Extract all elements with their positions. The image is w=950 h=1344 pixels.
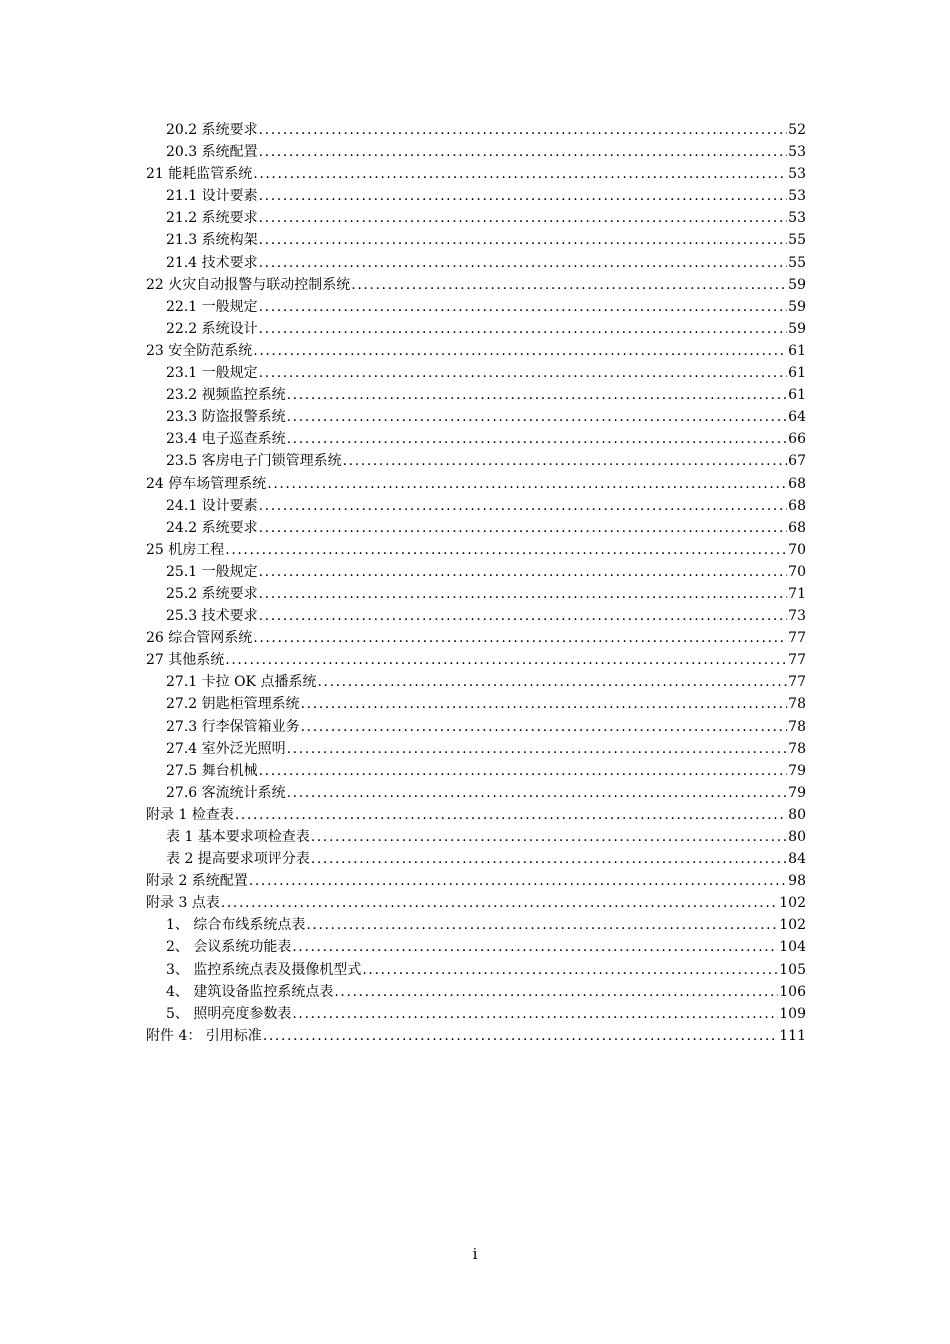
toc-entry-page: 59 [788, 320, 806, 337]
toc-entry-title: 附件 4： 引用标准 [146, 1027, 262, 1044]
toc-entry-chapter[interactable] [146, 473, 806, 495]
toc-dot-leader [235, 804, 787, 826]
toc-entry-page: 80 [788, 829, 806, 845]
toc-entry-title: 20.2 系统要求 [166, 122, 258, 138]
toc-entry-title: 27.6 客流统计系统 [166, 784, 286, 801]
toc-dot-leader [259, 561, 788, 583]
toc-entry-title: 25.2 系统要求 [166, 585, 258, 602]
toc-entry-section[interactable] [146, 583, 806, 605]
toc-entry-page: 80 [788, 806, 806, 823]
toc-dot-leader [259, 296, 788, 318]
toc-entry-title: 3、 监控系统点表及摄像机型式 [166, 961, 362, 978]
toc-dot-leader [292, 1003, 778, 1025]
toc-entry-title: 表 2 提高要求项评分表 [166, 851, 310, 868]
toc-dot-leader [259, 252, 788, 274]
toc-entry-chapter[interactable] [146, 340, 806, 362]
toc-entry-title: 24.2 系统要求 [166, 519, 258, 536]
toc-entry-section[interactable] [146, 782, 806, 804]
toc-dot-leader [311, 826, 787, 848]
toc-entry-page: 53 [788, 188, 806, 205]
toc-entry-page: 71 [788, 585, 806, 602]
toc-entry-section[interactable] [146, 362, 806, 384]
toc-entry-page: 67 [788, 453, 806, 470]
toc-entry-title: 27.4 室外泛光照明 [166, 740, 286, 757]
toc-entry-section[interactable] [146, 561, 806, 583]
toc-entry-page: 78 [788, 718, 806, 735]
toc-entry-title: 27 其他系统 [146, 652, 225, 669]
toc-entry-section[interactable] [146, 605, 806, 627]
toc-dot-leader [301, 716, 788, 738]
toc-entry-section[interactable] [146, 914, 806, 936]
toc-entry-section[interactable] [146, 384, 806, 406]
toc-entry-page: 102 [779, 895, 806, 912]
toc-entry-title: 21 能耗监管系统 [146, 166, 253, 183]
toc-dot-leader [259, 229, 788, 251]
toc-dot-leader [334, 981, 778, 1003]
toc-entry-section[interactable] [146, 959, 806, 981]
toc-entry-title: 表 1 基本要求项检查表 [166, 829, 310, 845]
toc-entry-section[interactable] [146, 693, 806, 715]
toc-entry-page: 73 [788, 608, 806, 625]
toc-entry-title: 25.3 技术要求 [166, 608, 258, 625]
toc-dot-leader [287, 738, 788, 760]
toc-entry-page: 70 [788, 541, 806, 558]
toc-entry-page: 77 [788, 630, 806, 647]
toc-entry-page: 53 [788, 210, 806, 227]
toc-entry-section[interactable] [146, 495, 806, 517]
toc-dot-leader [259, 141, 788, 163]
toc-entry-section[interactable] [146, 981, 806, 1003]
toc-dot-leader [259, 362, 788, 384]
toc-dot-leader [311, 848, 787, 870]
toc-entry-title: 25 机房工程 [146, 541, 225, 558]
toc-entry-page: 68 [788, 475, 806, 492]
toc-entry-title: 23.5 客房电子门锁管理系统 [166, 453, 342, 470]
toc-entry-page: 104 [779, 939, 806, 956]
toc-entry-page: 53 [788, 144, 806, 161]
toc-entry-section[interactable] [146, 252, 806, 274]
toc-entry-page: 105 [779, 961, 806, 978]
toc-entry-title: 26 综合管网系统 [146, 630, 253, 647]
toc-entry-page: 78 [788, 740, 806, 757]
toc-dot-leader [287, 782, 788, 804]
toc-dot-leader [225, 649, 787, 671]
toc-entry-title: 附录 2 系统配置 [146, 873, 248, 890]
toc-dot-leader [259, 760, 788, 782]
toc-entry-page: 98 [788, 873, 806, 890]
toc-entry-section[interactable] [146, 738, 806, 760]
toc-entry-page: 77 [788, 652, 806, 669]
toc-entry-page: 109 [779, 1005, 806, 1022]
toc-entry-title: 24 停车场管理系统 [146, 475, 267, 492]
toc-entry-title: 附录 3 点表 [146, 895, 220, 912]
toc-entry-section[interactable] [146, 428, 806, 450]
toc-dot-leader [287, 384, 788, 406]
toc-entry-title: 25.1 一般规定 [166, 563, 258, 580]
toc-dot-leader [317, 671, 787, 693]
toc-dot-leader [259, 318, 788, 340]
toc-entry-title: 23.3 防盗报警系统 [166, 409, 286, 426]
toc-entry-chapter[interactable] [146, 804, 806, 826]
toc-entry-title: 23.2 视频监控系统 [166, 387, 286, 404]
toc-entry-page: 59 [788, 298, 806, 315]
toc-dot-leader [225, 539, 787, 561]
toc-entry-title: 22.1 一般规定 [166, 298, 258, 315]
toc-entry-chapter[interactable] [146, 539, 806, 561]
toc-entry-page: 59 [788, 276, 806, 293]
toc-entry-title: 5、 照明亮度参数表 [166, 1005, 292, 1022]
toc-dot-leader [259, 605, 788, 627]
toc-dot-leader [267, 473, 787, 495]
toc-entry-title: 21.1 设计要素 [166, 188, 258, 205]
toc-entry-page: 68 [788, 519, 806, 536]
toc-entry-page: 79 [788, 762, 806, 779]
toc-entry-page: 61 [788, 387, 806, 404]
toc-entry-section[interactable] [146, 760, 806, 782]
toc-entry-chapter[interactable] [146, 649, 806, 671]
table-of-contents [146, 119, 806, 1047]
toc-entry-page: 68 [788, 497, 806, 514]
toc-entry-section[interactable] [146, 406, 806, 428]
toc-dot-leader [259, 583, 788, 605]
toc-entry-title: 21.2 系统要求 [166, 210, 258, 227]
toc-entry-section[interactable] [146, 141, 806, 163]
toc-dot-leader [221, 892, 778, 914]
toc-entry-page: 64 [788, 409, 806, 426]
toc-entry-chapter[interactable] [146, 870, 806, 892]
toc-entry-title: 27.3 行李保管箱业务 [166, 718, 300, 735]
toc-entry-page: 111 [779, 1027, 806, 1044]
toc-entry-section[interactable] [146, 318, 806, 340]
toc-entry-section[interactable] [146, 517, 806, 539]
toc-entry-section[interactable] [146, 229, 806, 251]
toc-entry-page: 79 [788, 784, 806, 801]
toc-entry-page: 70 [788, 563, 806, 580]
toc-entry-page: 52 [788, 122, 806, 138]
toc-entry-section[interactable] [146, 1003, 806, 1025]
toc-entry-title: 23.4 电子巡查系统 [166, 431, 286, 448]
toc-dot-leader [287, 406, 788, 428]
toc-entry-section[interactable] [146, 450, 806, 472]
toc-dot-leader [292, 936, 778, 958]
toc-entry-title: 21.4 技术要求 [166, 254, 258, 271]
toc-entry-page: 106 [779, 983, 806, 1000]
toc-entry-title: 23.1 一般规定 [166, 365, 258, 382]
toc-dot-leader [259, 207, 788, 229]
toc-entry-section[interactable] [146, 936, 806, 958]
toc-entry-section[interactable] [146, 826, 806, 848]
toc-entry-page: 102 [779, 917, 806, 934]
toc-entry-page: 66 [788, 431, 806, 448]
toc-dot-leader [287, 428, 788, 450]
toc-entry-title: 4、 建筑设备监控系统点表 [166, 983, 334, 1000]
toc-entry-title: 21.3 系统构架 [166, 232, 258, 249]
toc-entry-page: 55 [788, 254, 806, 271]
toc-dot-leader [306, 914, 778, 936]
toc-dot-leader [351, 274, 787, 296]
toc-entry-title: 1、 综合布线系统点表 [166, 917, 306, 934]
toc-entry-title: 22 火灾自动报警与联动控制系统 [146, 276, 351, 293]
toc-dot-leader [259, 517, 788, 539]
toc-entry-title: 27.5 舞台机械 [166, 762, 258, 779]
toc-entry-title: 附录 1 检查表 [146, 806, 234, 823]
toc-dot-leader [253, 163, 787, 185]
toc-entry-chapter[interactable] [146, 627, 806, 649]
toc-entry-title: 2、 会议系统功能表 [166, 939, 292, 956]
toc-entry-page: 61 [788, 342, 806, 359]
toc-entry-section[interactable] [146, 848, 806, 870]
toc-entry-title: 24.1 设计要素 [166, 497, 258, 514]
toc-entry-section[interactable] [146, 185, 806, 207]
toc-entry-title: 23 安全防范系统 [146, 342, 253, 359]
toc-dot-leader [259, 495, 788, 517]
toc-entry-page: 53 [788, 166, 806, 183]
toc-entry-section[interactable] [146, 207, 806, 229]
toc-dot-leader [249, 870, 787, 892]
toc-entry-chapter[interactable] [146, 163, 806, 185]
toc-entry-page: 77 [788, 674, 806, 691]
toc-dot-leader [259, 119, 788, 141]
toc-entry-title: 27.1 卡拉 OK 点播系统 [166, 674, 317, 691]
toc-entry-section[interactable] [146, 716, 806, 738]
toc-entry-title: 27.2 钥匙柜管理系统 [166, 696, 300, 713]
toc-dot-leader [259, 185, 788, 207]
toc-entry-page: 84 [788, 851, 806, 868]
toc-entry-title: 22.2 系统设计 [166, 320, 258, 337]
toc-entry-chapter[interactable] [146, 274, 806, 296]
toc-entry-page: 55 [788, 232, 806, 249]
toc-entry-chapter[interactable] [146, 892, 806, 914]
toc-entry-section[interactable] [146, 296, 806, 318]
toc-entry-section[interactable] [146, 671, 806, 693]
toc-dot-leader [362, 959, 778, 981]
toc-entry-title: 20.3 系统配置 [166, 144, 258, 161]
toc-entry-chapter[interactable] [146, 1025, 806, 1047]
toc-entry-section[interactable] [146, 119, 806, 141]
page-number: i [472, 1245, 478, 1263]
toc-dot-leader [253, 627, 787, 649]
toc-dot-leader [343, 450, 788, 472]
toc-dot-leader [263, 1025, 778, 1047]
toc-entry-page: 78 [788, 696, 806, 713]
toc-dot-leader [301, 693, 788, 715]
toc-entry-page: 61 [788, 365, 806, 382]
toc-dot-leader [253, 340, 787, 362]
